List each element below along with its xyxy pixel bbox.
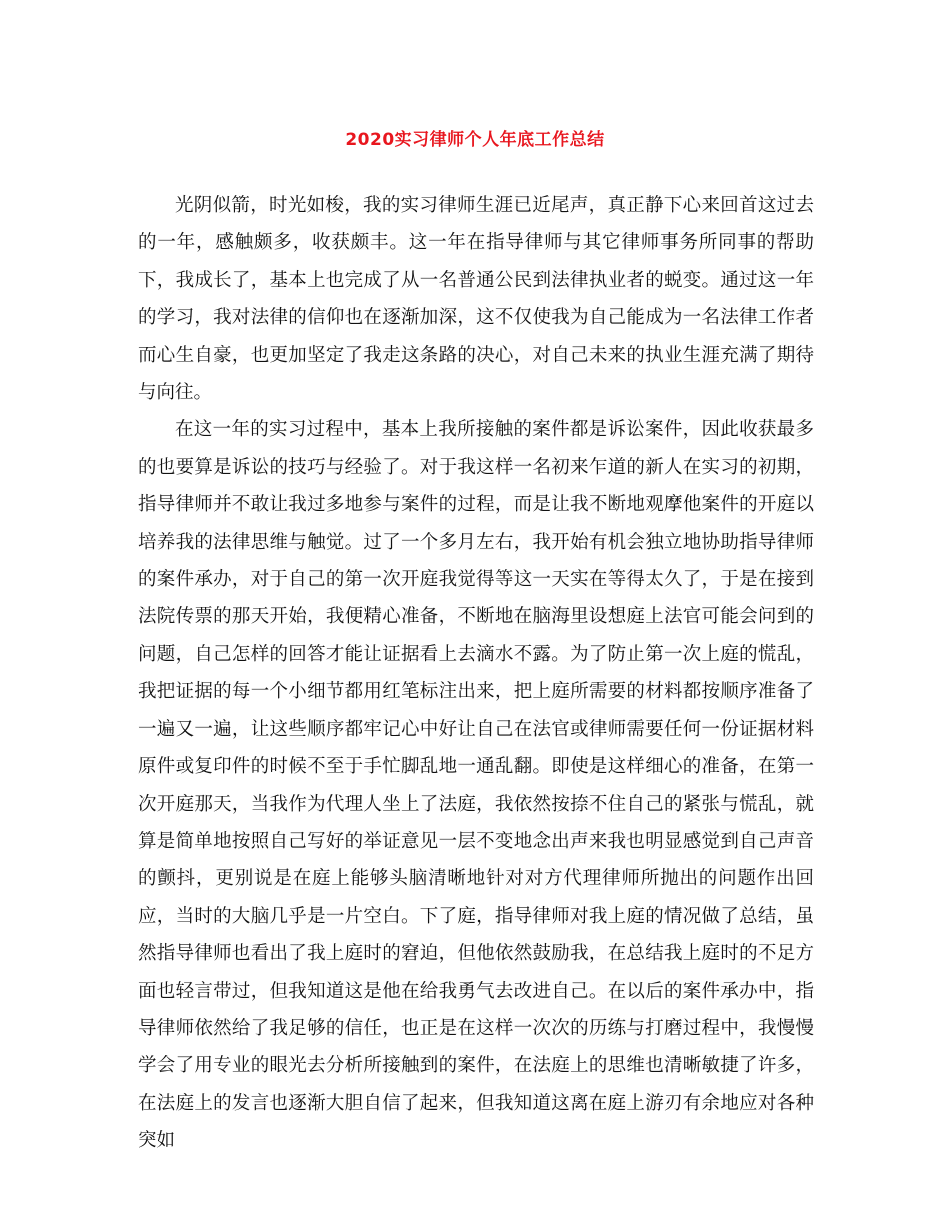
document-body	[138, 187, 814, 1160]
paragraph-2: 在这一年的实习过程中，基本上我所接触的案件都是诉讼案件，因此收获最多的也要算是诉讼的技巧与经验了。对于我这样一名初来乍道的新人在实习的初期，指导律师并不敢让我过多地参与案件的过程，而是让我不断地观摩他案件的开庭以培养我的法律思维与触觉。过了一个多月左右，我开始有机会独立地协助指导律师的案件承办，对于自己的第一次开庭我觉得等这一天实在等得太久了，于是在接到法院传票的那天开始，我便精心准备，不断地在脑海里设想庭上法官可能会问到的问题，自己怎样的回答才能让证据看上去滴水不露。为了防止第一次上庭的慌乱，我把证据的每一个小细节都用红笔标注出来，把上庭所需要的材料都按顺序准备了一遍又一遍，让这些顺序都牢记心中好让自己在法官或律师需要任何一份证据材料原件或复印件的时候不至于手忙脚乱地一通乱翻。即使是这样细心的准备，在第一次开庭那天，当我作为代理人坐上了法庭，我依然按捺不住自己的紧张与慌乱，就算是简单地按照自己写好的举证意见一层不变地念出声来我也明显感觉到自己声音的颤抖，更别说是在庭上能够头脑清晰地针对对方代理律师所抛出的问题作出回应，当时的大脑几乎是一片空白。下了庭，指导律师对我上庭的情况做了总结，虽然指导律师也看出了我上庭时的窘迫，但他依然鼓励我，在总结我上庭时的不足方面也轻言带过，但我知道这是他在给我勇气去改进自己。在以后的案件承办中，指导律师依然给了我足够的信任，也正是在这样一次次的历练与打磨过程中，我慢慢学会了用专业的眼光去分析所接触到的案件，在法庭上的思维也清晰敏捷了许多，在法庭上的发言也逐渐大胆自信了起来，但我知道这离在庭上游刃有余地应对各种突如	[138, 419, 814, 1152]
paragraph-1: 光阴似箭，时光如梭，我的实习律师生涯已近尾声，真正静下心来回首这过去的一年，感触颇多，收获颇丰。这一年在指导律师与其它律师事务所同事的帮助下，我成长了，基本上也完成了从一名普通公民到法律执业者的蜕变。通过这一年的学习，我对法律的信仰也在逐渐加深，这不仅使我为自己能成为一名法律工作者而心生自豪，也更加坚定了我走这条路的决心，对自己未来的执业生涯充满了期待与向往。	[138, 195, 814, 404]
document-title: 2020实习律师个人年底工作总结	[345, 130, 605, 150]
